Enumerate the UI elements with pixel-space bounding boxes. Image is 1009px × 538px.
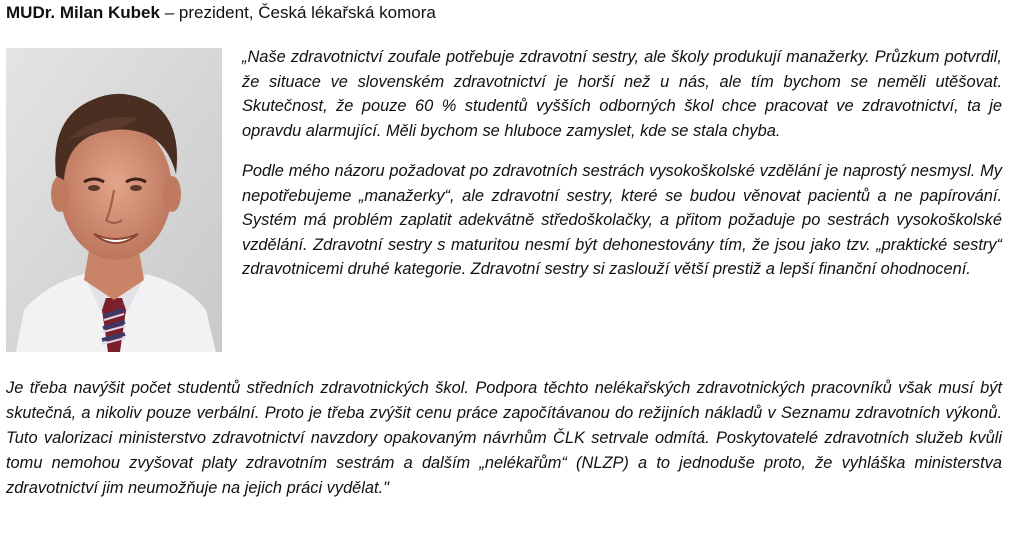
quote-paragraph-3: Je třeba navýšit počet studentů středních zdravotnických škol. Podpora těchto nelékařských zdravotnických pracovníků však musí být skutečná, a nikoliv pouze verbální. Proto je třeba zvýšit cenu práce započítávanou do režijních nákladů v Seznamu zdravotních výkonů. Tuto valorizaci ministerstvo zdravotnictví navzdory opakovaným návrhům ČLK setrvale odmítá. Poskytovatelé zdravotních služeb kvůli tomu nemohou zvyšovat platy zdravotním sestrám a dalším „nelékařům“ (NLZP) a to jednoduše proto, že vyhláška ministerstva zdravotnictví jim neumožňuje na jejich práci vydělat.": [6, 379, 1002, 497]
speaker-caption: [6, 2, 436, 24]
quote-paragraph-2: Podle mého názoru požadovat po zdravotních sestrách vysokoškolské vzdělání je naprostý nesmysl. My nepotřebujeme „manažerky“, ale zdravotní sestry, které se budou věnovat pacientů a ne papírování. Systém má problém zaplatit adekvátně středoškolačky, a přitom požaduje po sestrách vysokoškolské vzdělání. Zdravotní sestry s maturitou nesmí být dehonestovány tím, že jsou jako tzv. „praktické sestry“ zdravotnicemi druhé kategorie. Zdravotní sestry si zaslouží větší prestiž a lepší finanční ohodnocení.: [242, 162, 1002, 278]
speaker-portrait-photo: [6, 48, 222, 352]
speaker-role: – prezident, Česká lékařská komora: [159, 3, 436, 22]
quote-column: [242, 45, 1002, 298]
speaker-name: MUDr. Milan Kubek: [6, 3, 160, 22]
quote-paragraph-1: „Naše zdravotnictví zoufale potřebuje zdravotní sestry, ale školy produkují manažerky. Průzkum potvrdil, že situace ve slovenském zdravotnictví je horší než u nás, ale tím bychom se neměli utěšovat. Skutečnost, že pouze 60 % studentů vyšších odborných škol chce pracovat ve zdravotnictví, ta je opravdu alarmující. Měli bychom se hluboce zamyslet, kde se stala chyba.: [242, 48, 1002, 140]
